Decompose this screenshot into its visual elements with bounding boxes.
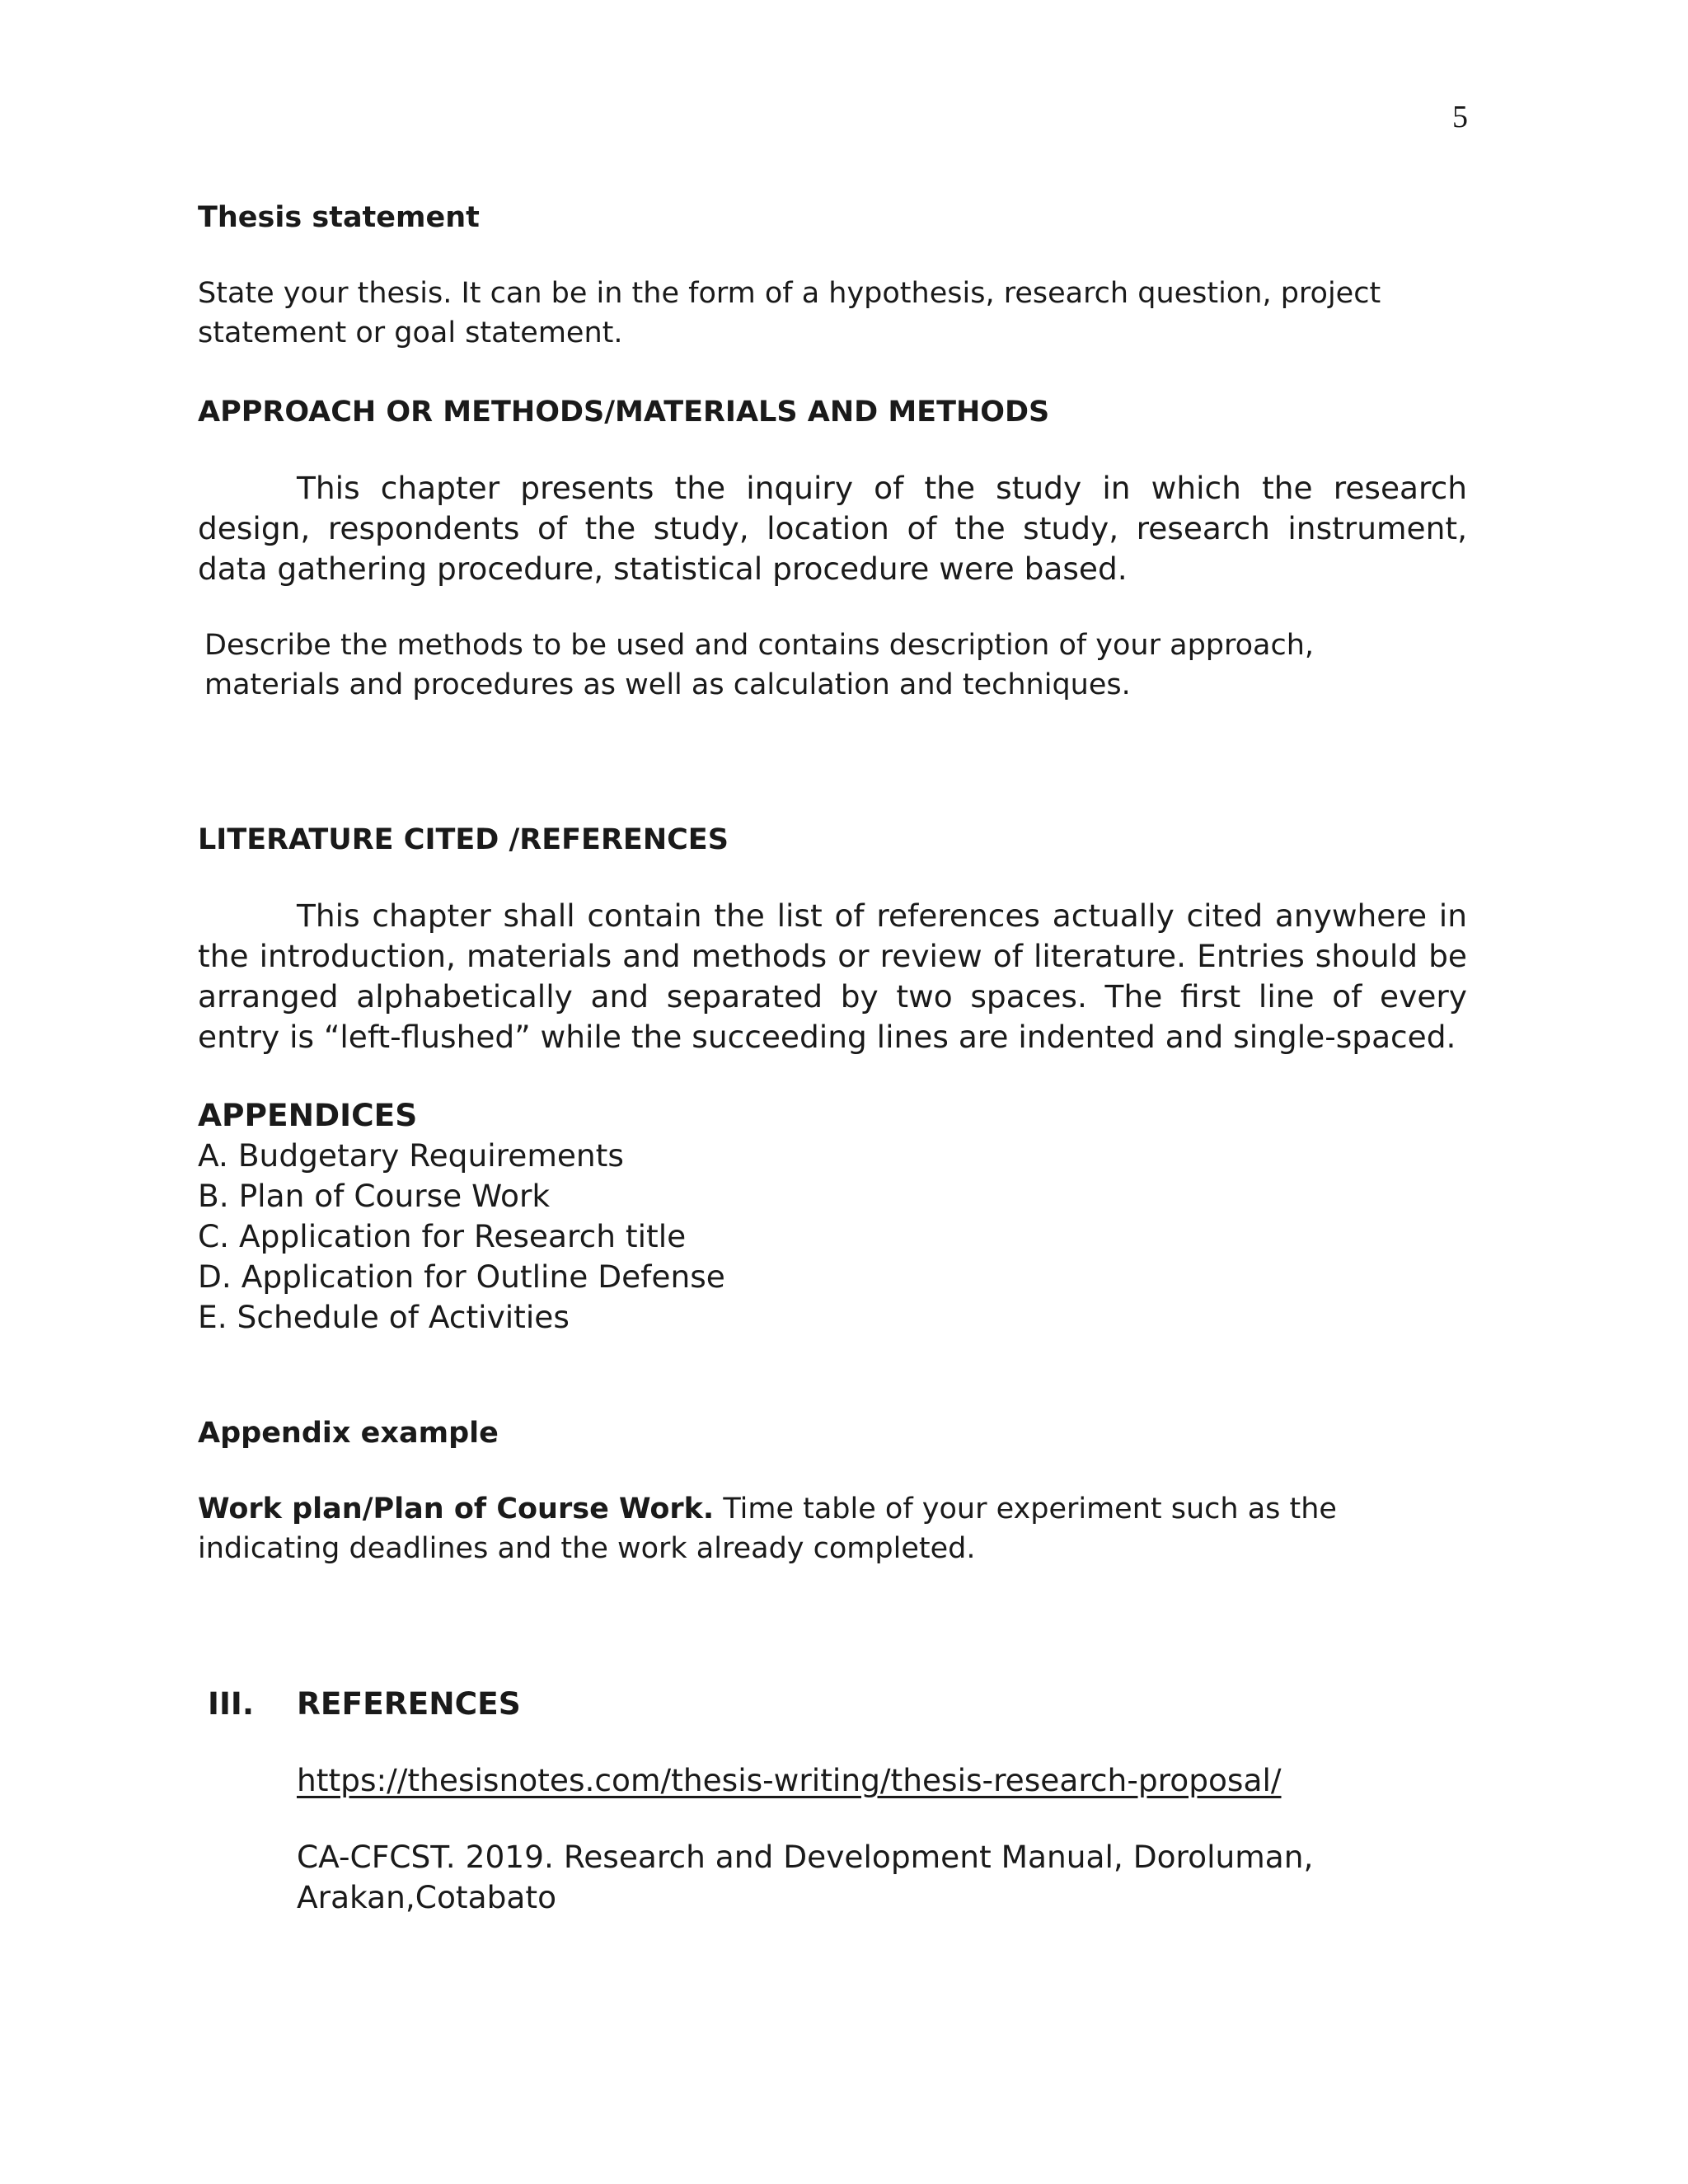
appendix-item-d: D. Application for Outline Defense: [198, 1258, 725, 1295]
literature-paragraph: This chapter shall contain the list of references actually cited anywhere in the introduction, materials and methods or review of literature. Entries should be arranged alphabetically and separated by two spaces. The first line of every entry is “left-flushed” while the succeeding lines are indented and single-spaced.: [198, 898, 1467, 1055]
appendix-example-body: [198, 1489, 1368, 1568]
approach-heading: APPROACH OR METHODS/MATERIALS AND METHODS: [198, 396, 1050, 429]
thesis-body: State your thesis. It can be in the form of a hypothesis, research question, project statement or goal statement.: [198, 277, 1381, 349]
appendix-item-e: E. Schedule of Activities: [198, 1299, 570, 1335]
appendix-item-a: A. Budgetary Requirements: [198, 1137, 624, 1174]
appendices-heading: APPENDICES: [198, 1097, 418, 1133]
literature-heading: LITERATURE CITED /REFERENCES: [198, 823, 729, 856]
thesis-heading: Thesis statement: [198, 201, 480, 234]
document-body: [198, 198, 1467, 1918]
references-heading: [198, 1684, 1467, 1724]
page-number: 5: [1452, 100, 1468, 134]
appendix-example-text: Time table of your experiment such as the indicating deadlines and the work already completed.: [198, 1493, 1337, 1565]
reference-entry: CA-CFCST. 2019. Research and Development Manual, Doroluman, Arakan,Cotabato: [297, 1839, 1314, 1915]
reference-link[interactable]: https://thesisnotes.com/thesis-writing/thesis-research-proposal/: [297, 1762, 1282, 1798]
references-title: REFERENCES: [297, 1685, 521, 1722]
appendix-item-b: B. Plan of Course Work: [198, 1178, 551, 1214]
references-numeral: III.: [208, 1685, 255, 1722]
approach-note: Describe the methods to be used and contains description of your approach, materials and procedures as well as calculation and techniques.: [204, 629, 1315, 701]
approach-paragraph: This chapter presents the inquiry of the study in which the research design, respondents of the study, location of the study, research instrument, data gathering procedure, statistical procedure were based.: [198, 470, 1467, 587]
appendix-example-heading: Appendix example: [198, 1417, 499, 1450]
appendix-example-lead: Work plan/Plan of Course Work.: [198, 1493, 715, 1526]
appendix-item-c: C. Application for Research title: [198, 1218, 687, 1254]
references-list: [198, 1724, 1467, 1918]
